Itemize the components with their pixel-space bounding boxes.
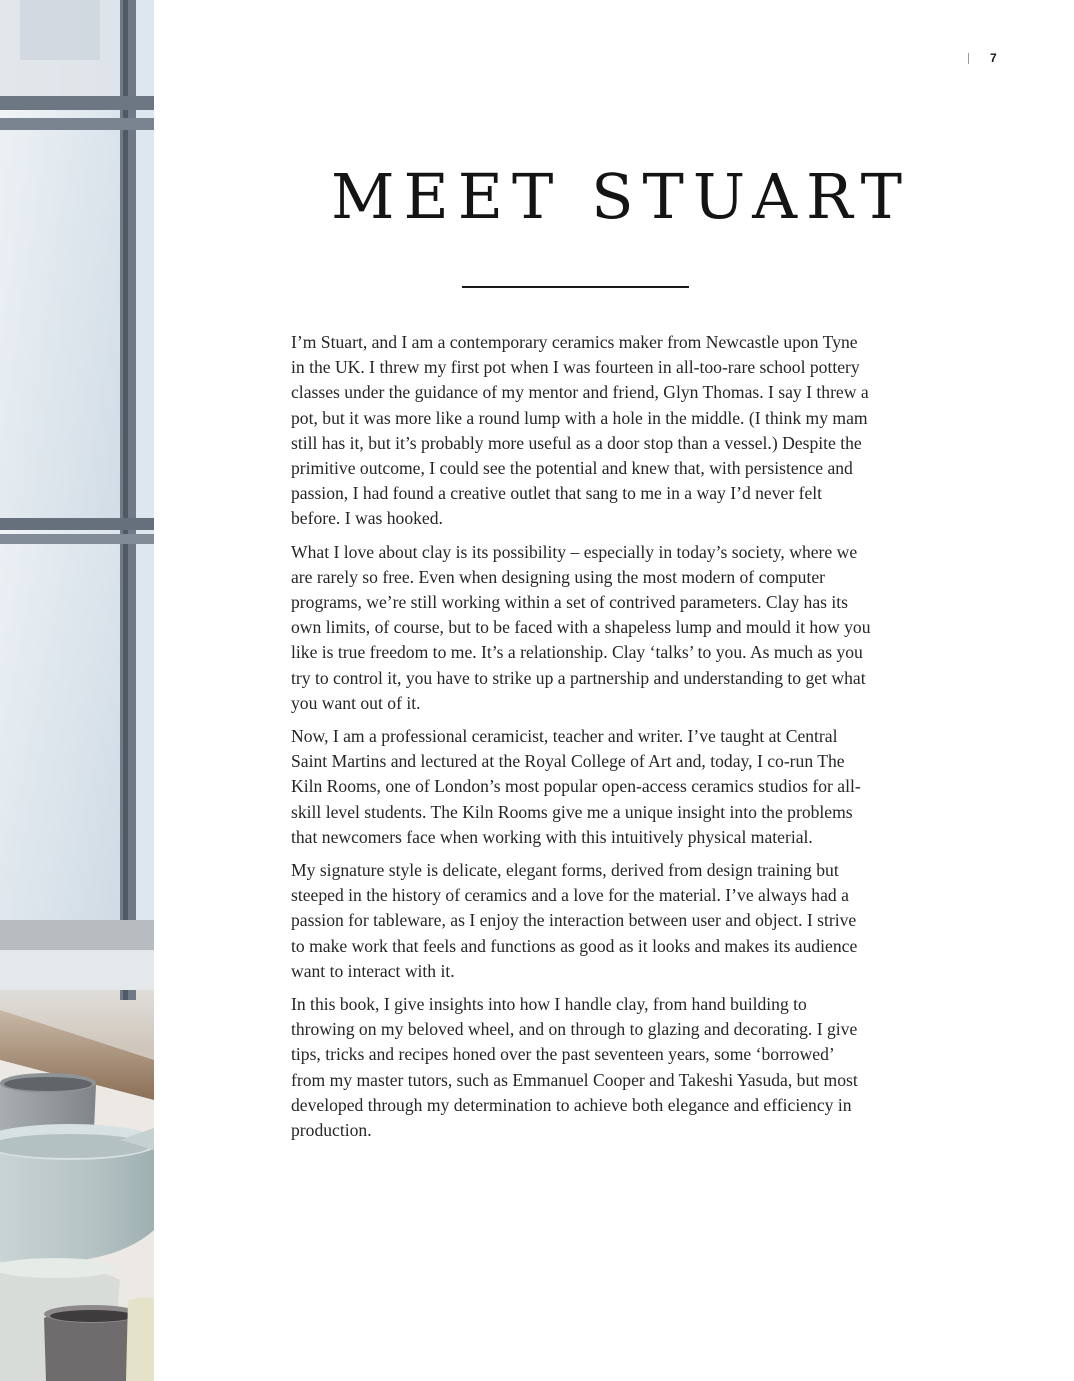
paragraph: What I love about clay is its possibility – especially in today’s society, where we are rarely so free. Even when designing using the most modern of computer programs, we’re still working within a set of contrived parameters. Clay has its own limits, of course, but to be faced with a shapeless lump and mould it how you like is true freedom to me. It’s a relationship. Clay ‘talks’ to you. As much as you try to control it, you have to strike up a partnership and understanding to get what you want out of it. [291, 541, 871, 713]
folio-divider [968, 53, 969, 64]
title-underline [462, 286, 689, 288]
page-number: 7 [990, 51, 998, 65]
page-title: MEET STUART [331, 160, 911, 233]
photo-illustration [0, 0, 154, 1381]
window-ceramics-photo [0, 0, 154, 1381]
page-folio [968, 51, 997, 65]
body-text [291, 330, 871, 1151]
paragraph: My signature style is delicate, elegant forms, derived from design training but steeped in the history of ceramics and a love for the material. I’ve always had a passion for tableware, as I enjoy the interaction between user and object. I strive to make work that feels and functions as good as it looks and makes its audience want to interact with it. [291, 860, 858, 981]
paragraph: In this book, I give insights into how I handle clay, from hand building to throwing on my beloved wheel, and on through to glazing and decorating. I give tips, tricks and recipes honed over the past seventeen years, some ‘borrowed’ from my master tutors, such as Emmanuel Cooper and Takeshi Yasuda, but most developed through my determination to achieve both elegance and efficiency in production. [291, 994, 858, 1141]
paragraph: I’m Stuart, and I am a contemporary ceramics maker from Newcastle upon Tyne in the UK. I threw my first pot when I was fourteen in all-too-rare school pottery classes under the guidance of my mentor and friend, Glyn Thomas. I say I threw a pot, but it was more like a round lump with a hole in the middle. (I think my mam still has it, but it’s probably more useful as a door stop than a vessel.) Despite the primitive outcome, I could see the potential and knew that, with persistence and passion, I had found a creative outlet that sang to me in a way I’d never felt before. I was hooked. [291, 332, 869, 529]
paragraph: Now, I am a professional ceramicist, teacher and writer. I’ve taught at Central Saint Martins and lectured at the Royal College of Art and, today, I co-run The Kiln Rooms, one of London’s most popular open-access ceramics studios for all-skill level students. The Kiln Rooms give me a unique insight into the problems that newcomers face when working with this intuitively physical material. [291, 726, 861, 847]
